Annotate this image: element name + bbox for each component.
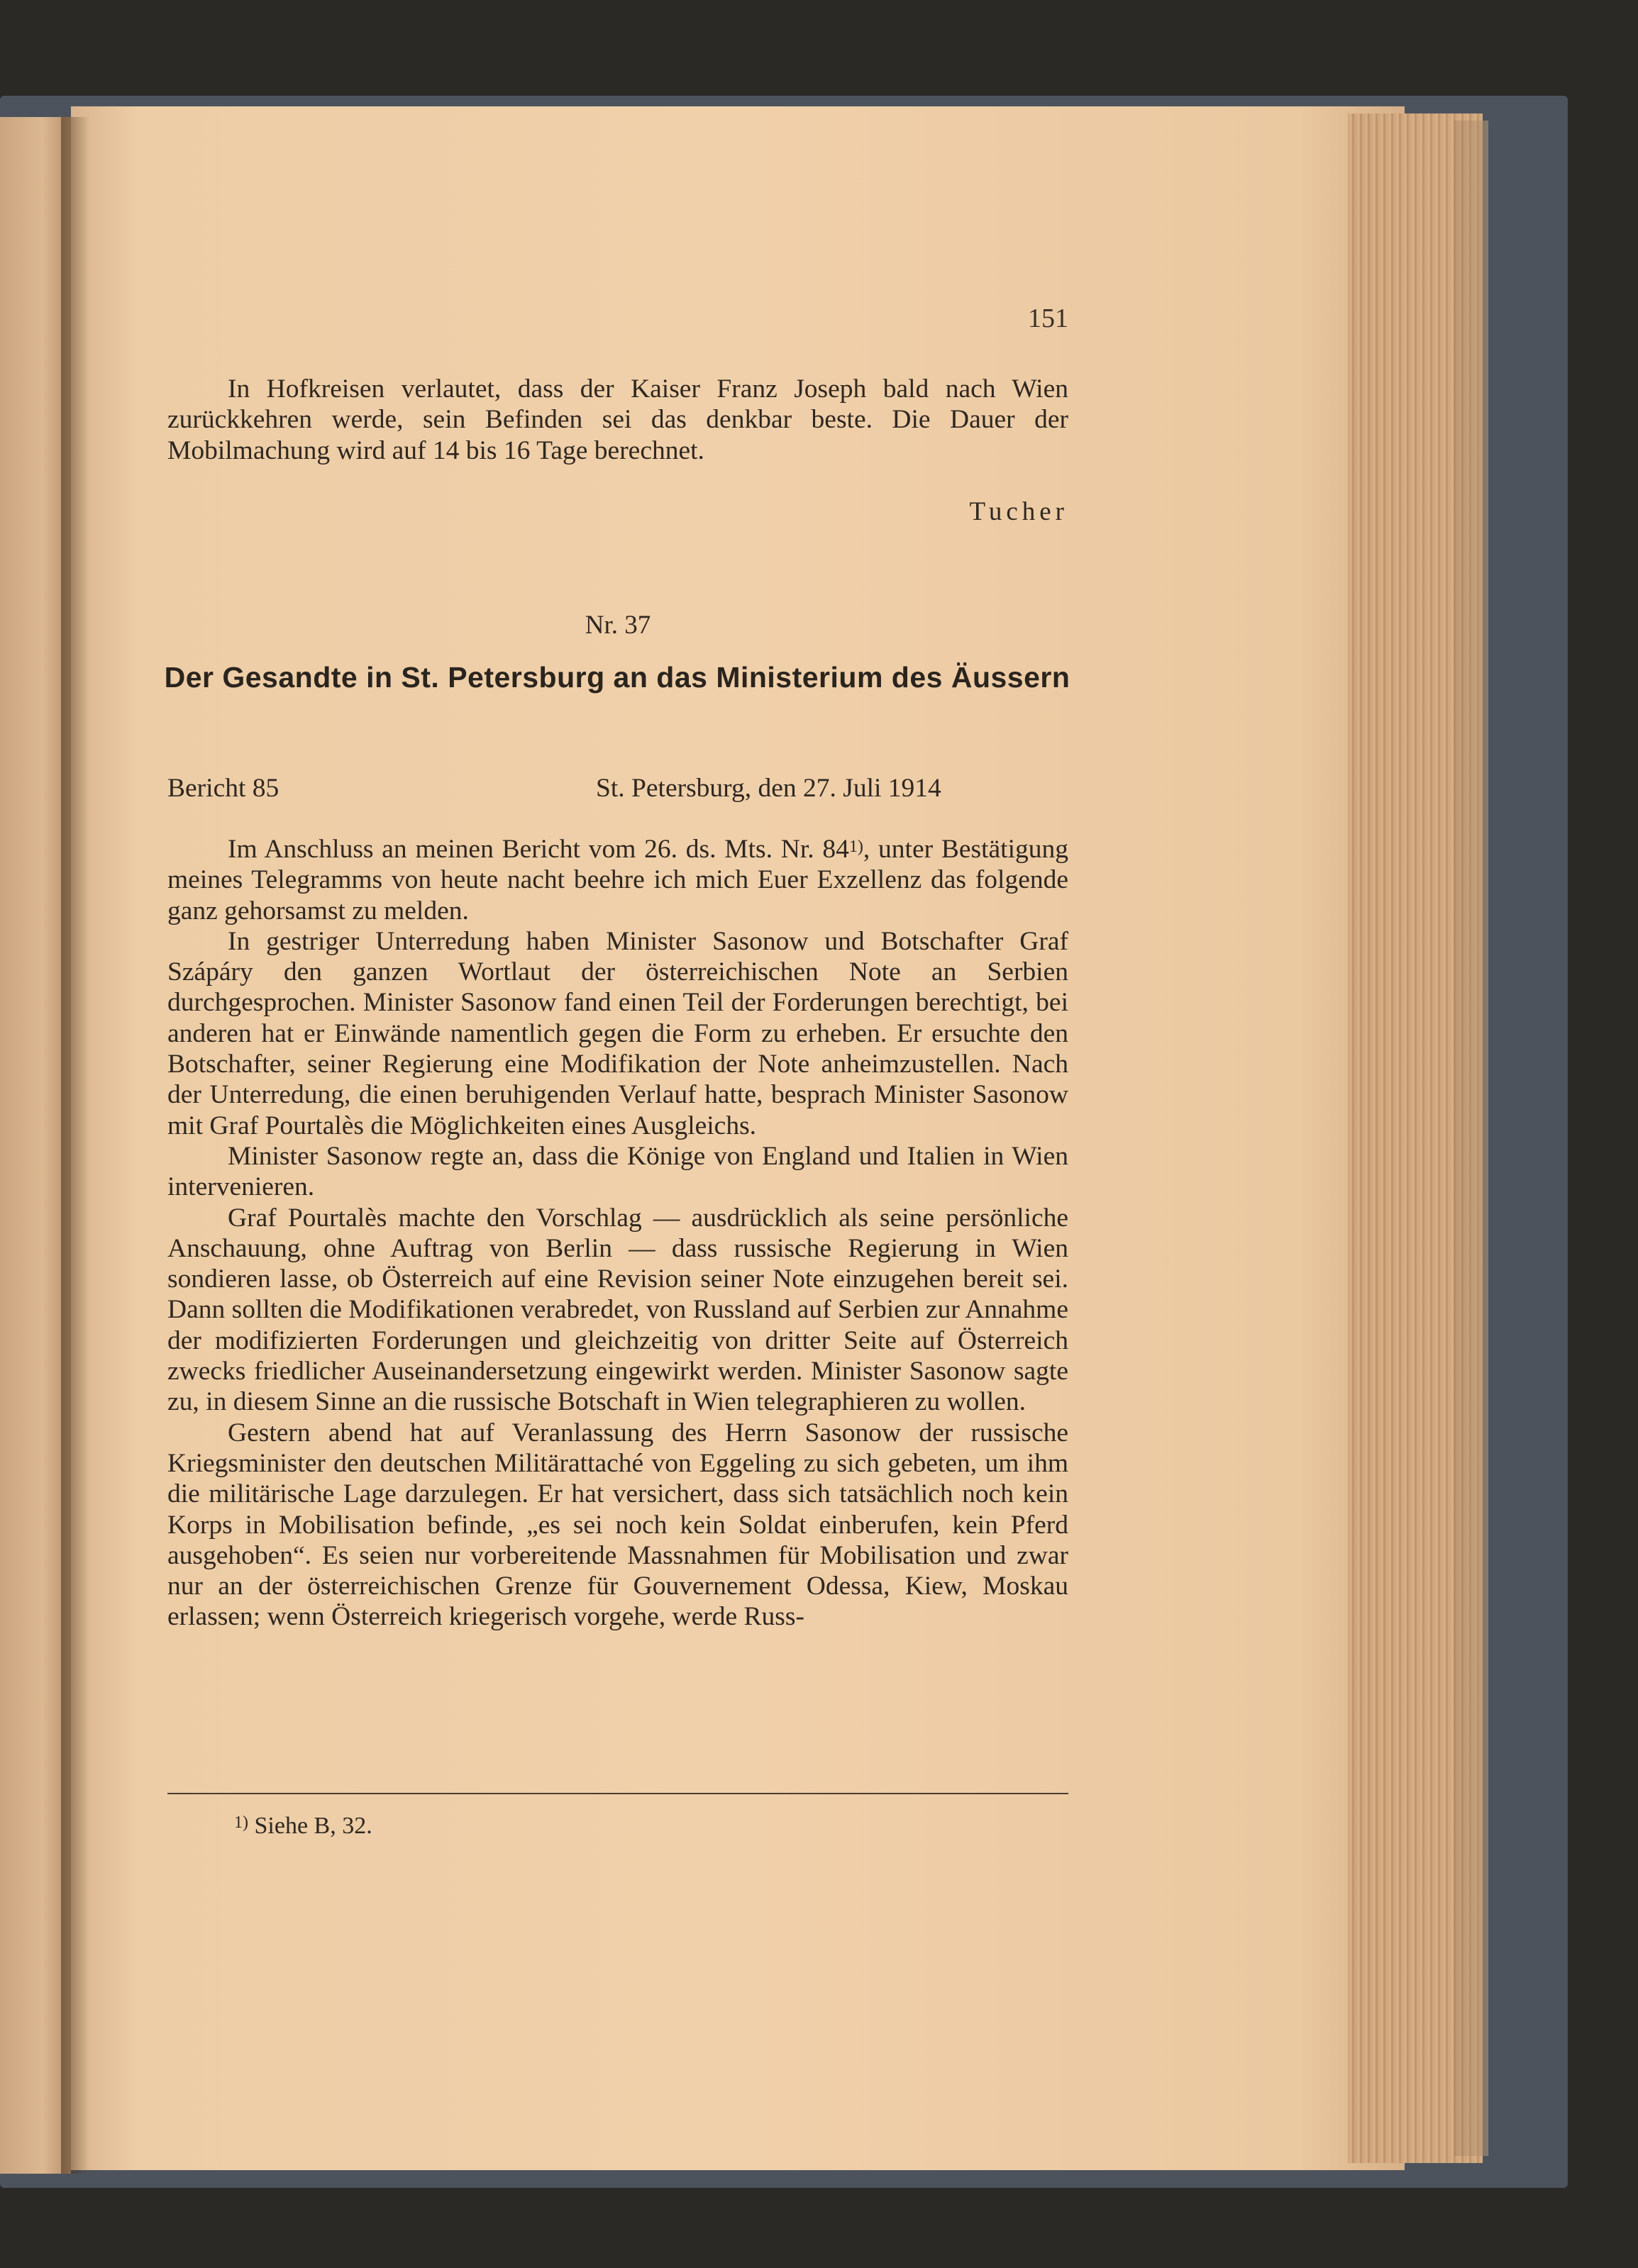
footnote-reference: 1)	[848, 838, 863, 856]
footnote-separator	[167, 1793, 1068, 1794]
body-paragraph-3: Minister Sasonow regte an, dass die Könige von England und Italien in Wien intervenieren.	[167, 1141, 1068, 1202]
body-paragraph-4: Graf Pourtalès machte den Vorschlag — ausdrücklich als seine persönliche Anschauung, ohne Auftrag von Berlin — dass russische Regierung in Wien sondieren lasse, ob Österreich auf eine Revision seiner Note einzugehen bereit sei. Dann sollten die Modifikationen verabredet, von Russland auf Serbien zur Annahme der modifizierten Forderungen und gleichzeitig von dritter Seite auf Österreich zwecks friedlicher Auseinandersetzung eingewirkt werden. Minister Sasonow sagte zu, in diesem Sinne an die russische Botschaft in Wien telegraphieren zu wollen.	[167, 1203, 1068, 1417]
document-number: Nr. 37	[585, 611, 651, 640]
report-body	[167, 832, 1068, 1633]
document-heading: Der Gesandte in St. Petersburg an das Ministerium des Äussern	[164, 661, 1070, 694]
footnote	[234, 1813, 372, 1840]
body-paragraph-1	[167, 832, 1068, 926]
page-number: 151	[1028, 304, 1068, 333]
opening-paragraph-text: In Hofkreisen verlautet, dass der Kaiser Franz Joseph bald nach Wien zurückkehren werde, sein Befinden sei das denkbar beste. Die Dauer der Mobilmachung wird auf 14 bis 16 Tage berechnet.	[167, 374, 1068, 465]
opening-paragraph	[167, 374, 1068, 466]
footnote-text: Siehe B, 32.	[254, 1813, 372, 1839]
footnote-mark: 1)	[234, 1813, 248, 1832]
place-date: St. Petersburg, den 27. Juli 1914	[596, 774, 941, 803]
report-label: Bericht 85	[167, 774, 280, 803]
signature: Tucher	[969, 497, 1068, 526]
body-paragraph-1-rest: , unter Bestätigung meines Telegramms von heute nacht beehre ich mich Euer Exzellenz das folgende ganz gehorsamst zu melden.	[167, 835, 1069, 925]
body-paragraph-5: Gestern abend hat auf Veranlassung des Herrn Sasonow der russische Kriegsminister den deutschen Militärattaché von Eggeling zu sich gebeten, um ihm die militärische Lage darzulegen. Er hat versichert, dass sich tatsächlich noch kein Korps in Mobilisation befinde, „es sei noch kein Soldat einberufen, kein Pferd ausgehoben“. Es seien nur vorbereitende Massnahmen für Mobilisation und zwar nur an der österreichischen Grenze für Gouvernement Odessa, Kiew, Moskau erlassen; wenn Österreich kriegerisch vorgehe, werde Russ-	[167, 1418, 1068, 1632]
left-page-edge	[0, 117, 71, 2174]
page-gutter-shadow	[61, 117, 89, 2174]
body-paragraph-2: In gestriger Unterredung haben Minister Sasonow und Botschafter Graf Szápáry den ganzen Wortlaut der österreichischen Note an Serbien durchgesprochen. Minister Sasonow fand einen Teil der Forderungen berechtigt, bei anderen hat er Einwände namentlich gegen die Form zu erheben. Er ersuchte den Botschafter, seiner Regierung eine Modifikation der Note anheimzustellen. Nach der Unterredung, die einen beruhigenden Verlauf hatte, besprach Minister Sasonow mit Graf Pourtalès die Möglichkeiten eines Ausgleichs.	[167, 926, 1068, 1140]
body-paragraph-1-text: Im Anschluss an meinen Bericht vom 26. ds. Mts. Nr. 84	[228, 835, 849, 864]
page-edges-shade	[1454, 121, 1488, 2156]
